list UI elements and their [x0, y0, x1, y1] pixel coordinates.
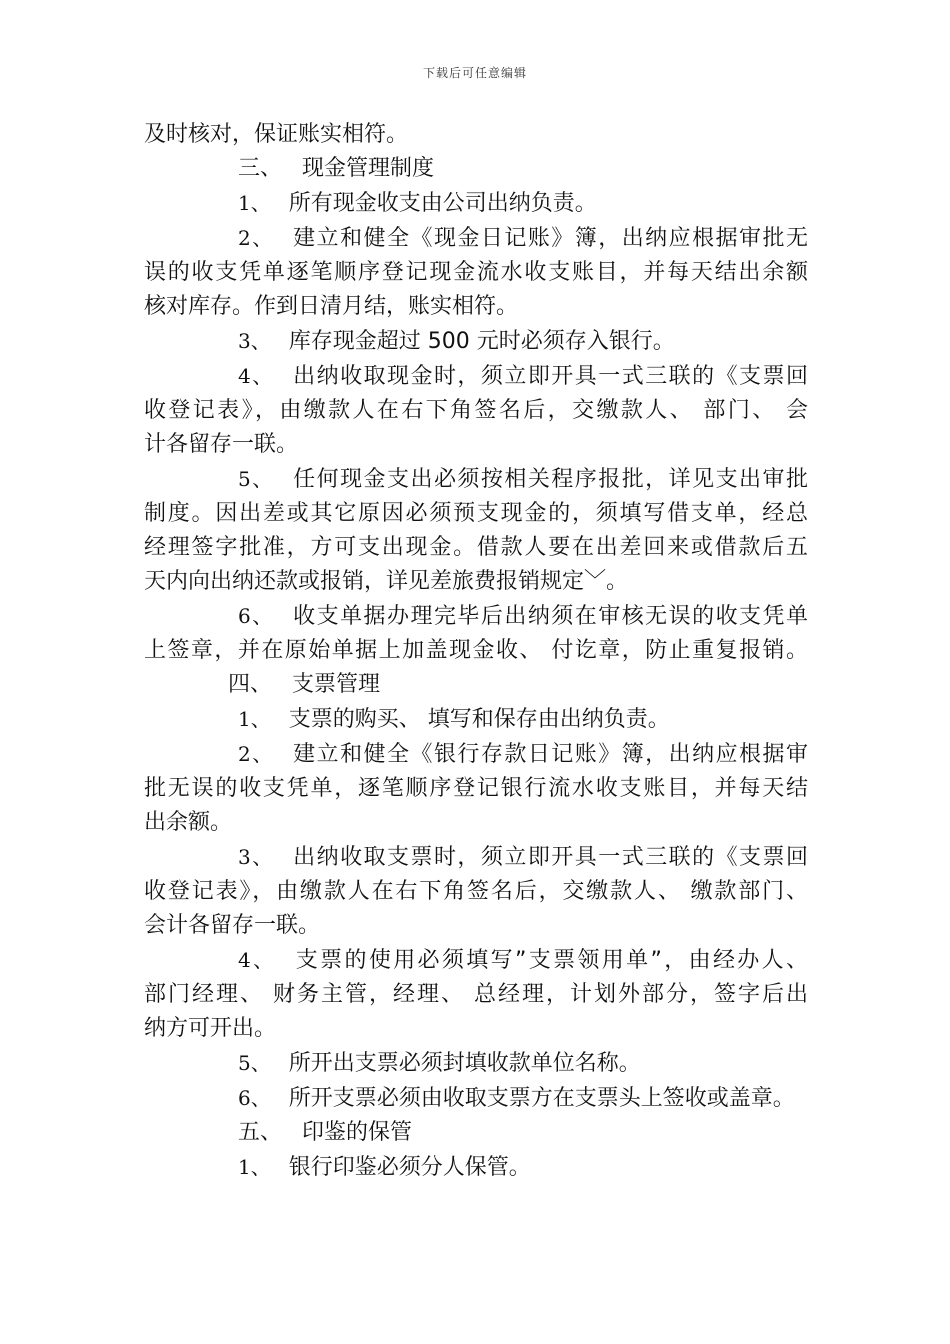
- list-item: [144, 186, 808, 221]
- item-number: 1、: [238, 191, 271, 215]
- body-line: 会计各留存一联。: [144, 913, 321, 938]
- item-text: 建立和健全《银行存款日记账》簿，出纳应根据审: [291, 742, 808, 767]
- body-line: 收登记表》，由缴款人在右下角签名后，交缴款人、 部门、 会: [144, 398, 808, 423]
- body-line: 制度。因出差或其它原因必须预支现金的，须填写借支单，经总: [144, 501, 808, 526]
- list-item: [144, 943, 808, 978]
- item-text: 收支单据办理完毕后出纳须在审核无误的收支凭单: [291, 604, 808, 629]
- item-number: 4、: [238, 364, 274, 388]
- list-item: [144, 840, 808, 875]
- item-text: 建立和健全《现金日记账》簿，出纳应根据审批无: [291, 226, 808, 251]
- list-item: [144, 324, 808, 359]
- section-heading: [144, 1116, 808, 1150]
- item-number: 5、: [238, 1051, 271, 1075]
- section-number: 三、: [238, 156, 283, 181]
- list-item: [144, 599, 808, 634]
- item-number: 1、: [238, 1155, 271, 1179]
- list-item: [144, 1150, 808, 1185]
- item-text: 出纳收取支票时，须立即开具一式三联的《支票回: [291, 845, 808, 870]
- item-text: 所开支票必须由收取支票方在支票头上签收或盖章。: [288, 1086, 795, 1111]
- body-line: 上签章，并在原始单据上加盖现金收、 付讫章，防止重复报销。: [144, 638, 808, 663]
- item-text: 出纳收取现金时，须立即开具一式三联的《支票回: [291, 364, 808, 389]
- section-heading: [144, 668, 808, 702]
- body-line: 经理签字批准，方可支出现金。借款人要在出差回来或借款后五: [144, 535, 808, 560]
- item-text: 银行印鉴必须分人保管。: [288, 1155, 531, 1180]
- item-number: 3、: [238, 845, 274, 869]
- section-title: 印鉴的保管: [302, 1120, 413, 1145]
- section-title: 支票管理: [292, 672, 381, 697]
- document-body: [144, 118, 808, 1185]
- section-number: 四、: [228, 672, 273, 697]
- list-item: [144, 1081, 808, 1116]
- item-text: 库存现金超过 500 元时必须存入银行。: [288, 329, 675, 354]
- section-number: 五、: [238, 1120, 283, 1145]
- item-number: 1、: [238, 707, 271, 731]
- body-line: 核对库存。作到日清月结，账实相符。: [144, 294, 519, 319]
- body-line: 部门经理、 财务主管，经理、 总经理，计划外部分，签字后出: [144, 982, 808, 1007]
- item-number: 3、: [238, 329, 271, 353]
- body-line: 纳方可开出。: [144, 1016, 277, 1041]
- list-item: [144, 737, 808, 772]
- item-text: 所有现金收支由公司出纳负责。: [288, 191, 597, 216]
- item-text: 所开出支票必须封填收款单位名称。: [288, 1051, 641, 1076]
- item-number: 2、: [238, 226, 274, 250]
- body-line: 天内向出纳还款或报销，详见差旅费报销规定﹀。: [144, 569, 629, 594]
- list-item: [144, 1046, 808, 1081]
- body-line: 收登记表》，由缴款人在右下角签名后，交缴款人、 缴款部门、: [144, 879, 808, 904]
- item-number: 6、: [238, 1086, 271, 1110]
- body-line: 计各留存一联。: [144, 432, 299, 457]
- section-heading: [144, 152, 808, 186]
- body-line: 误的收支凭单逐笔顺序登记现金流水收支账目，并每天结出余额: [144, 260, 808, 285]
- body-line: 及时核对，保证账实相符。: [144, 122, 409, 147]
- list-item: [144, 702, 808, 737]
- item-number: 5、: [238, 467, 274, 491]
- page-header: 下载后可任意编辑: [422, 66, 527, 80]
- item-number: 2、: [238, 742, 274, 766]
- body-line: 出余额。: [144, 810, 233, 835]
- item-text: 支票的购买、 填写和保存由出纳负责。: [288, 707, 670, 732]
- body-line: 批无误的收支凭单，逐笔顺序登记银行流水收支账目，并每天结: [144, 776, 808, 801]
- item-number: 4、: [238, 948, 276, 972]
- item-number: 6、: [238, 604, 274, 628]
- item-text: 支票的使用必须填写”支票领用单”，由经办人、: [293, 948, 808, 973]
- section-title: 现金管理制度: [302, 156, 435, 181]
- list-item: [144, 359, 808, 394]
- list-item: [144, 462, 808, 497]
- list-item: [144, 221, 808, 256]
- item-text: 任何现金支出必须按相关程序报批，详见支出审批: [291, 467, 808, 492]
